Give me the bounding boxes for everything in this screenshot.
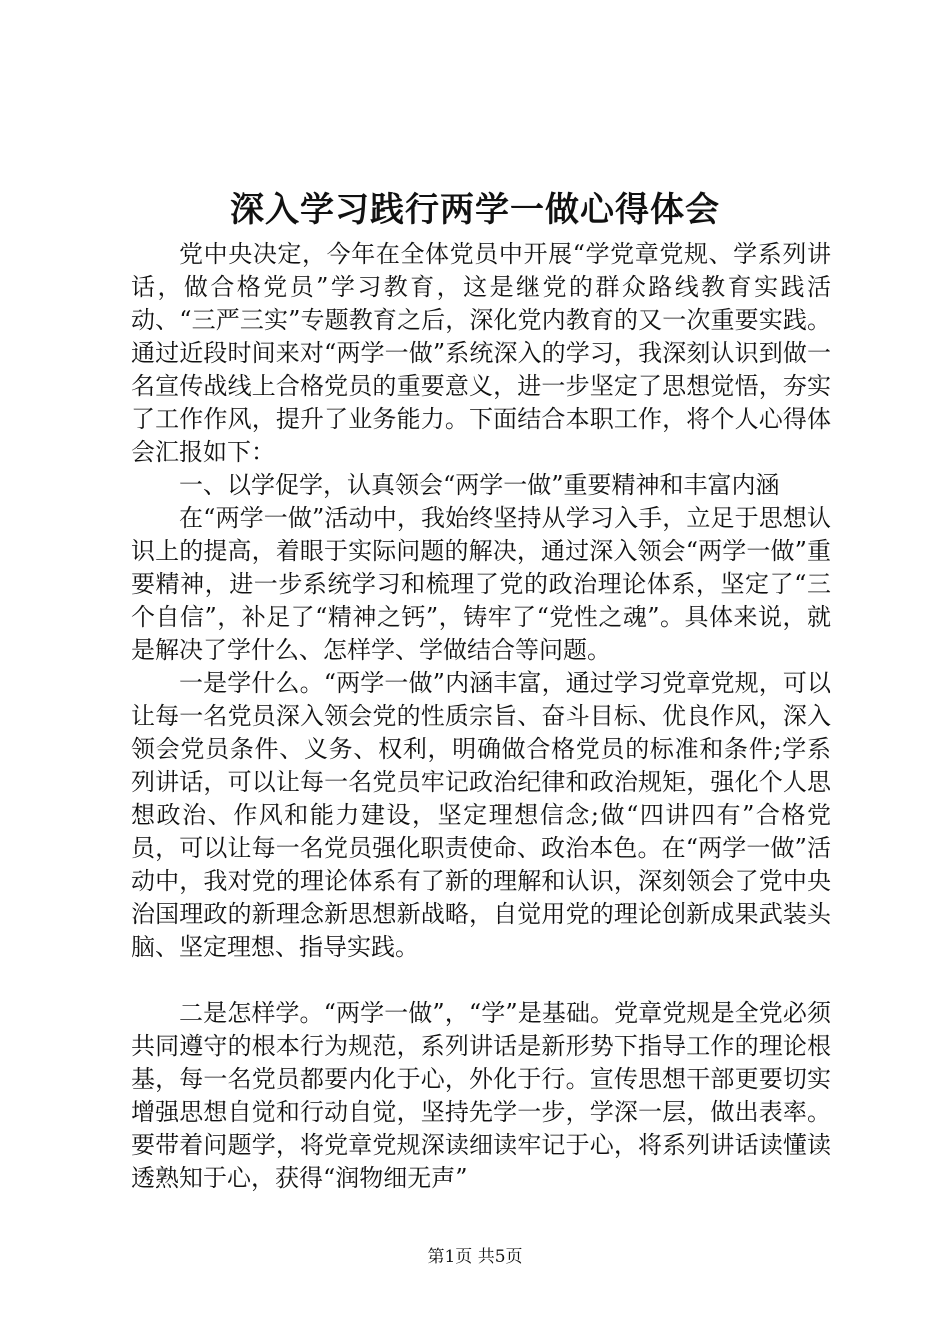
paragraph-section-1: 在“两学一做”活动中，我始终坚持从学习入手，立足于思想认识上的提高，着眼于实际问题的解决，通过深入领会“两学一做”重要精神，进一步系统学习和梳理了党的政治理论体系，坚定了“三个自信”，补足了“精神之钙”，铸牢了“党性之魂”。具体来说，就是解决了学什么、怎样学、学做结合等问题。 [131,504,831,664]
paragraph-what-to-learn: 一是学什么。“两学一做”内涵丰富，通过学习党章党规，可以让每一名党员深入领会党的性质宗旨、奋斗目标、优良作风，深入领会党员条件、义务、权利，明确做合格党员的标准和条件;学系列讲话，可以让每一名党员牢记政治纪律和政治规矩，强化个人思想政治、作风和能力建设，坚定理想信念;做“四讲四有”合格党员，可以让每一名党员强化职责使命、政治本色。在“两学一做”活动中，我对党的理论体系有了新的理解和认识，深刻领会了党中央治国理政的新理念新思想新战略，自觉用党的理论创新成果武装头脑、坚定理想、指导实践。 [131,669,831,961]
paragraph-how-to-learn: 二是怎样学。“两学一做”，“学”是基础。党章党规是全党必须共同遵守的根本行为规范，系列讲话是新形势下指导工作的理论根基，每一名党员都要内化于心，外化于行。宣传思想干部更要切实增强思想自觉和行动自觉，坚持先学一步，学深一层，做出表率。要带着问题学，将党章党规深读细读牢记于心，将系列讲话读懂读透熟知于心，获得“润物细无声” [131,999,831,1192]
document-body [131,238,831,1195]
document-title: 深入学习践行两学一做心得体会 [230,190,720,230]
section-heading-1: 一、以学促学，认真领会“两学一做”重要精神和丰富内涵 [179,471,780,499]
paragraph-intro: 党中央决定，今年在全体党员中开展“学党章党规、学系列讲话，做合格党员”学习教育，这是继党的群众路线教育实践活动、“三严三实”专题教育之后，深化党内教育的又一次重要实践。通过近段时间来对“两学一做”系统深入的学习，我深刻认识到做一名宣传战线上合格党员的重要意义，进一步坚定了思想觉悟，夯实了工作作风，提升了业务能力。下面结合本职工作，将个人心得体会汇报如下： [131,240,831,466]
page-number-footer: 第1页 共5页 [427,1247,523,1267]
